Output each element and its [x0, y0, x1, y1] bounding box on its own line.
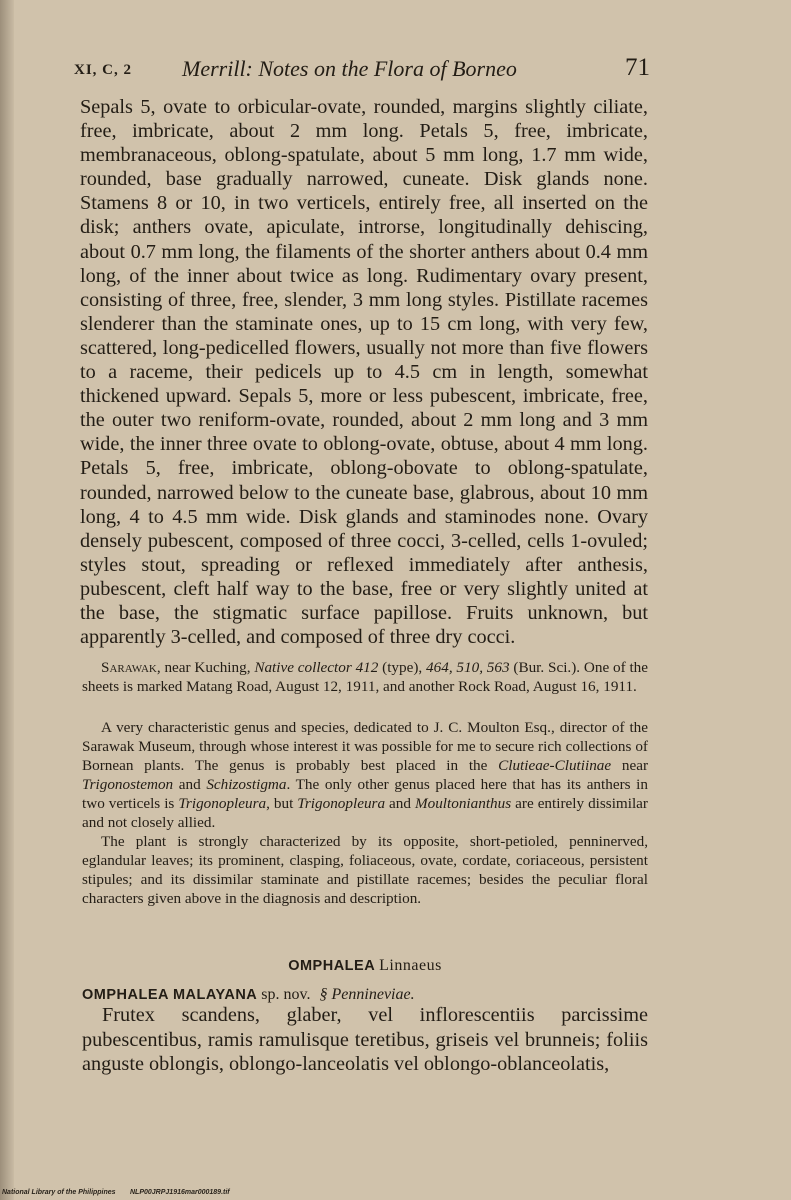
genus-name: OMPHALEA	[288, 958, 375, 974]
specimen-citation	[82, 658, 648, 696]
file-identifier: NLP00JRPJ1916mar000189.tif	[130, 1189, 230, 1196]
type-number: 412	[355, 659, 379, 676]
volume-reference: XI, C, 2	[74, 62, 133, 78]
species-heading	[82, 986, 648, 1004]
specimen-paragraph: Sarawak, near Kuching, Native collector 412 (type), 464, 510, 563 (Bur. Sci.). One of the sheets is marked Matang Road, August 12, 1911, and another Rock Road, August 16, 1911.	[82, 659, 649, 695]
latin-paragraph: Frutex scandens, glaber, vel inflorescentiis parcissime pubescentibus, ramis ramulisque teretibus, griseis vel brunneis; foliis anguste oblongis, oblongo-lanceolatis vel oblongo-oblanceolatis,	[82, 1004, 648, 1075]
description-part-1: Sepals 5, ovate to orbicular-ovate, rounded, margins slightly ciliate, free, imbricate, about 2 mm long. Petals 5, free, imbricate, membranaceous, oblong-spatulate, about 5 mm long, 1.7 mm wide, rounded, base gradually narrowed, cuneate. Disk glands none. Stamens 8 or 10, in two verticels, entirely free, all inserted on the disk; anthers ovate, apiculate, introrse, longitudinally dehiscing, about 0.7 mm long, the filaments of the shorter anthers about 0.4 mm long, of the inner about twice as long. Rudimentary ovary present, consisting of three, free, slender, 3 mm long styles. Pistillate racemes slenderer than the staminate ones, up to 15 cm long, with very few, scattered, long-pedicelled flowers, usually not more than five flowers to a raceme, their pedicels up to 4.5 cm in length, somewhat thickened upward.	[80, 96, 648, 408]
species-section: § Pennineviae.	[319, 986, 415, 1003]
locality: Sarawak	[101, 659, 157, 676]
taxon-name: Trigonopleura	[178, 795, 267, 812]
running-title: Merrill: Notes on the Flora of Borneo	[182, 56, 517, 81]
scan-footer	[0, 1186, 791, 1200]
taxon-name: Clutieae-Clutiinae	[498, 757, 612, 774]
taxon-name: Trigonopleura	[297, 795, 386, 812]
specimen-numbers: 464, 510, 563	[426, 659, 510, 676]
discussion	[82, 718, 648, 908]
discussion-paragraph-2: The plant is strongly characterized by its opposite, short-petioled, penninerved, eglandular leaves; its prominent, clasping, foliaceous, ovate, cordate, coriaceous, persistent stipules; and its dissimilar staminate and pistillate racemes; besides the peculiar floral characters given above in the diagnosis and description.	[82, 833, 648, 907]
description-paragraph	[80, 95, 648, 649]
collector: Native collector	[254, 659, 352, 676]
genus-author: Linnaeus	[379, 957, 442, 974]
running-header	[74, 56, 650, 86]
library-credit: National Library of the Philippines	[2, 1189, 116, 1196]
discussion-paragraph-1: A very characteristic genus and species, dedicated to J. C. Moulton Esq., director of the Sarawak Museum, through whose interest it was possible for me to secure rich collections of Bornean plants. The genus is probably best placed in the Clutieae-Clutiinae near Trigonostemon and Schizostigma. The only other genus placed here that has its anthers in two verticels is Trigonopleura, but Trigonopleura and Moultonianthus are entirely dissimilar and not closely allied.	[82, 719, 648, 831]
description-part-2: Sepals 5, more or less pubescent, imbricate, free, the outer two reniform-ovate, rounded, about 2 mm long and 3 mm wide, the inner three ovate to oblong-ovate, obtuse, about 4 mm long. Petals 5, free, imbricate, oblong-obovate to oblong-spatulate, rounded, narrowed below to the cuneate base, glabrous, about 10 mm long, 4 to 4.5 mm wide. Disk glands and staminodes none. Ovary densely pubescent, composed of three cocci, 3-celled, cells 1-ovuled; styles stout, spreading or reflexed immediately after anthesis, pubescent, cleft half way to the base, free or very slightly united at the base, the stigmatic surface papillose. Fruits unknown, but apparently 3-celled, and composed of three dry cocci.	[80, 385, 648, 649]
description-text	[80, 95, 648, 649]
species-name: OMPHALEA MALAYANA	[82, 987, 257, 1003]
page-binding-edge	[0, 0, 14, 1200]
taxon-name: Moultonianthus	[414, 795, 512, 812]
genus-heading	[82, 957, 648, 975]
taxon-name: Schizostigma	[206, 776, 287, 793]
latin-description	[82, 1003, 648, 1077]
taxon-name: Trigonostemon	[82, 776, 174, 793]
species-status: sp. nov.	[261, 986, 311, 1003]
page-number: 71	[625, 54, 650, 81]
